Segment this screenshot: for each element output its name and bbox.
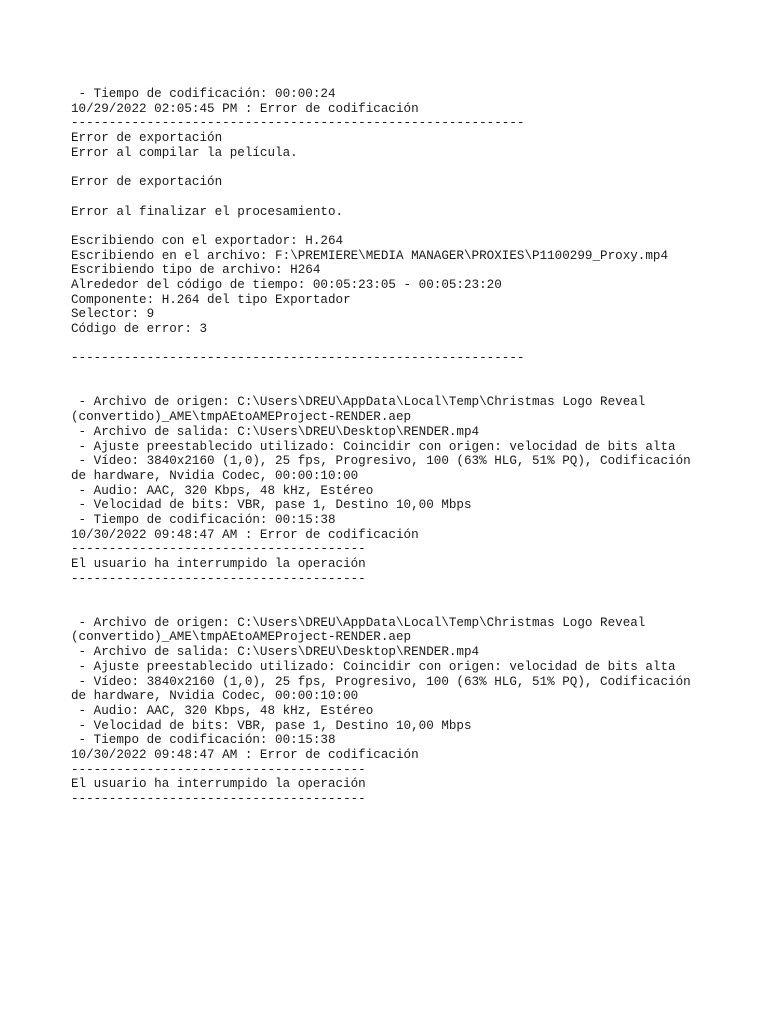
log-line: - Ajuste preestablecido utilizado: Coincidir con origen: velocidad de bits alta <box>71 439 676 454</box>
log-line: 10/30/2022 09:48:47 AM : Error de codificación <box>71 527 419 542</box>
log-line: - Archivo de origen: C:\Users\DREU\AppData\Local\Temp\Christmas Logo Reveal <box>71 615 646 630</box>
log-line: - Vídeo: 3840x2160 (1,0), 25 fps, Progresivo, 100 (63% HLG, 51% PQ), Codificación <box>71 454 691 469</box>
log-line: Escribiendo tipo de archivo: H264 <box>71 263 321 278</box>
log-line: Alrededor del código de tiempo: 00:05:23:05 - 00:05:23:20 <box>71 277 502 292</box>
separator-line: ------------------------------------------------------------ <box>71 116 525 131</box>
log-line: - Tiempo de codificación: 00:15:38 <box>71 512 336 527</box>
log-line: de hardware, Nvidia Codec, 00:00:10:00 <box>71 689 359 704</box>
log-line: - Tiempo de codificación: 00:15:38 <box>71 733 336 748</box>
log-line: - Archivo de salida: C:\Users\DREU\Desktop\RENDER.mp4 <box>71 424 480 439</box>
log-line: - Audio: AAC, 320 Kbps, 48 kHz, Estéreo <box>71 703 374 718</box>
separator-line: --------------------------------------- <box>71 542 366 557</box>
log-line: Error de exportación <box>71 175 223 190</box>
blank-line <box>71 601 761 616</box>
log-line: Error al finalizar el procesamiento. <box>71 204 344 219</box>
log-line: (convertido)_AME\tmpAEtoAMEProject-RENDER.aep <box>71 410 412 425</box>
blank-line <box>71 337 761 352</box>
log-line: 10/30/2022 09:48:47 AM : Error de codificación <box>71 747 419 762</box>
log-line: Escribiendo en el archivo: F:\PREMIERE\MEDIA MANAGER\PROXIES\P1100299_Proxy.mp4 <box>71 248 669 263</box>
log-line: Componente: H.264 del tipo Exportador <box>71 292 351 307</box>
log-line: - Velocidad de bits: VBR, pase 1, Destino 10,00 Mbps <box>71 718 472 733</box>
log-line: El usuario ha interrumpido la operación <box>71 777 366 792</box>
log-line: - Vídeo: 3840x2160 (1,0), 25 fps, Progresivo, 100 (63% HLG, 51% PQ), Codificación <box>71 674 691 689</box>
log-line: 10/29/2022 02:05:45 PM : Error de codificación <box>71 101 419 116</box>
log-line: - Audio: AAC, 320 Kbps, 48 kHz, Estéreo <box>71 483 374 498</box>
blank-line <box>71 366 761 381</box>
log-line: Selector: 9 <box>71 307 155 322</box>
log-line: - Ajuste preestablecido utilizado: Coincidir con origen: velocidad de bits alta <box>71 659 676 674</box>
separator-line: ------------------------------------------------------------ <box>71 351 525 366</box>
separator-line: --------------------------------------- <box>71 762 366 777</box>
separator-line: --------------------------------------- <box>71 792 366 806</box>
log-line: - Velocidad de bits: VBR, pase 1, Destino 10,00 Mbps <box>71 498 472 513</box>
log-line: - Archivo de salida: C:\Users\DREU\Desktop\RENDER.mp4 <box>71 645 480 660</box>
log-line: - Archivo de origen: C:\Users\DREU\AppData\Local\Temp\Christmas Logo Reveal <box>71 395 646 410</box>
blank-line <box>71 190 761 205</box>
blank-line <box>71 219 761 234</box>
blank-line <box>71 586 761 601</box>
separator-line: --------------------------------------- <box>71 571 366 586</box>
log-line: (convertido)_AME\tmpAEtoAMEProject-RENDER.aep <box>71 630 412 645</box>
log-line: Error al compilar la película. <box>71 145 298 160</box>
log-line: Escribiendo con el exportador: H.264 <box>71 233 344 248</box>
blank-line <box>71 160 761 175</box>
log-line: Error de exportación <box>71 131 223 146</box>
log-line: de hardware, Nvidia Codec, 00:00:10:00 <box>71 468 359 483</box>
log-line: El usuario ha interrumpido la operación <box>71 557 366 571</box>
blank-line <box>71 381 761 396</box>
log-line: - Tiempo de codificación: 00:00:24 <box>71 87 336 101</box>
log-document <box>71 87 761 807</box>
log-line: Código de error: 3 <box>71 322 208 336</box>
